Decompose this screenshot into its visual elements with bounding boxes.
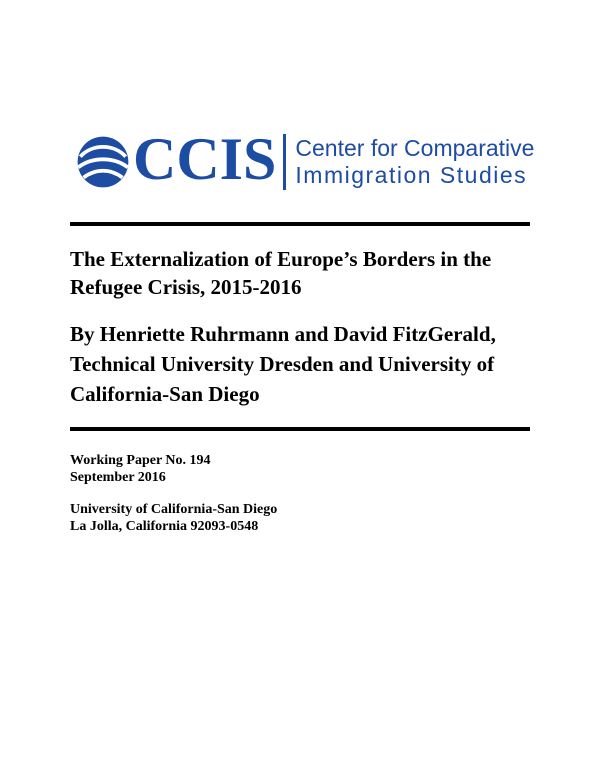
paper-byline-line-1: By Henriette Ruhrmann and David FitzGerald,: [70, 322, 496, 346]
logo-org-name: [295, 135, 534, 188]
horizontal-rule-top: [70, 222, 530, 226]
logo-org-line-2: Immigration Studies: [295, 162, 528, 188]
logo-divider: [283, 134, 286, 190]
logo-acronym: CCIS: [133, 126, 277, 192]
working-paper-number: Working Paper No. 194: [70, 453, 211, 468]
info-gap: [70, 486, 277, 501]
paper-byline: [70, 319, 545, 409]
paper-byline-line-2: Technical University Dresden and University of: [70, 352, 495, 376]
paper-info: [70, 452, 277, 535]
globe-icon: [76, 135, 130, 189]
paper-title: [70, 245, 545, 301]
logo-org-line-1: Center for Comparative: [295, 135, 535, 162]
horizontal-rule-bottom: [70, 427, 530, 431]
ccis-logo: [76, 126, 535, 192]
address-line-2: La Jolla, California 92093-0548: [70, 519, 259, 534]
paper-title-line-1: The Externalization of Europe’s Borders in the: [70, 247, 492, 271]
working-paper-date: September 2016: [70, 470, 166, 485]
paper-title-line-2: Refugee Crisis, 2015-2016: [70, 275, 302, 299]
paper-byline-line-3: California-San Diego: [70, 382, 260, 406]
address-line-1: University of California-San Diego: [70, 502, 278, 517]
